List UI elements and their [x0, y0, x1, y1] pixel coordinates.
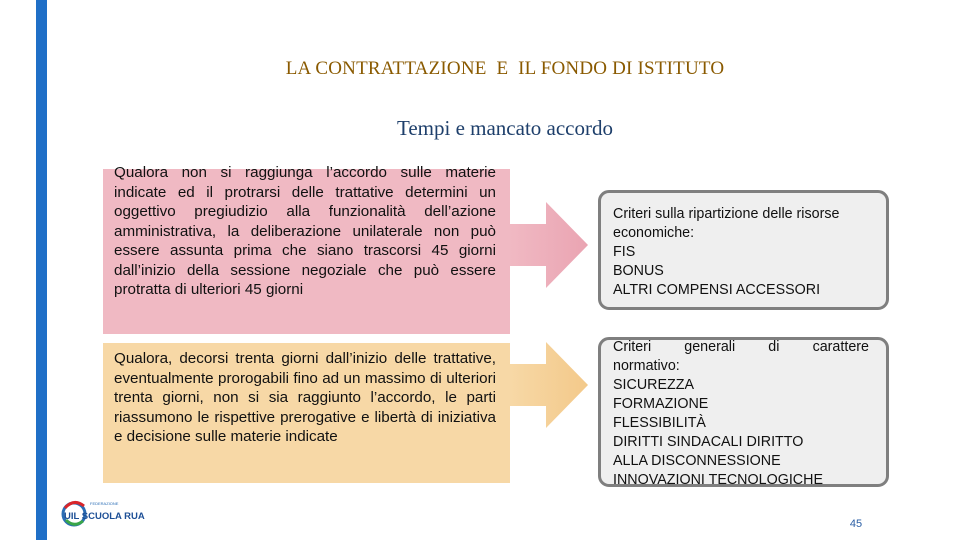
condition-text-1: Qualora non si raggiunga l’accordo sulle materie indicate ed il protrarsi delle trattative determini un oggettivo pregiudizio alla funzionalità dell’azione amministrativa, la deliberazione unilaterale non può essere assunta prima che siano trascorsi 45 giorni dall’inizio della sessione negoziale che può essere protratta di ulteriori 45 giorni — [114, 164, 496, 298]
criteria-line: INNOVAZIONI TECNOLOGICHE — [613, 472, 823, 488]
right-arrow-icon — [510, 202, 590, 288]
condition-box-1 — [103, 164, 510, 334]
criteria-line: DIRITTI SINDACALI DIRITTO — [613, 434, 804, 450]
criteria-heading — [613, 338, 869, 357]
criteria-line: ALLA DISCONNESSIONE — [613, 453, 781, 469]
criteria-box-resources — [598, 190, 889, 310]
condition-text-2: Qualora, decorsi trenta giorni dall’inizio delle trattative, eventualmente prorogabili fino ad un massimo di ulteriori trenta giorni, non si sia raggiunto l’accordo, le parti riassumono le rispettive prerogative e libertà di iniziativa e decisione sulle materie indicate — [114, 350, 496, 445]
right-arrow-icon — [510, 342, 590, 428]
criteria-line: Criteri sulla ripartizione delle risorse — [613, 206, 840, 222]
condition-box-2 — [103, 343, 510, 483]
criteria-line: FIS — [613, 244, 636, 260]
criteria-line: BONUS — [613, 263, 664, 279]
page-number: 45 — [849, 518, 863, 530]
criteria-box-normative — [598, 337, 889, 487]
criteria-word: carattere — [812, 339, 869, 355]
criteria-line: SICUREZZA — [613, 377, 695, 393]
criteria-line: FLESSIBILITÀ — [613, 415, 706, 431]
logo-main-text: UIL SCUOLA RUA — [64, 511, 145, 522]
slide-subtitle: Tempi e mancato accordo — [396, 116, 613, 140]
accent-sidebar-bar — [36, 0, 47, 540]
criteria-line: normativo: — [613, 358, 680, 374]
criteria-word: Criteri — [613, 339, 652, 355]
criteria-word: di — [768, 339, 780, 355]
criteria-word: generali — [684, 339, 736, 355]
slide-title: LA CONTRATTAZIONE E IL FONDO DI ISTITUTO — [285, 58, 725, 79]
criteria-line: FORMAZIONE — [613, 396, 709, 412]
criteria-line: economiche: — [613, 225, 695, 241]
criteria-line: ALTRI COMPENSI ACCESSORI — [613, 282, 821, 298]
uil-scuola-rua-logo — [60, 492, 165, 532]
logo-top-text: FEDERAZIONE — [90, 501, 119, 506]
